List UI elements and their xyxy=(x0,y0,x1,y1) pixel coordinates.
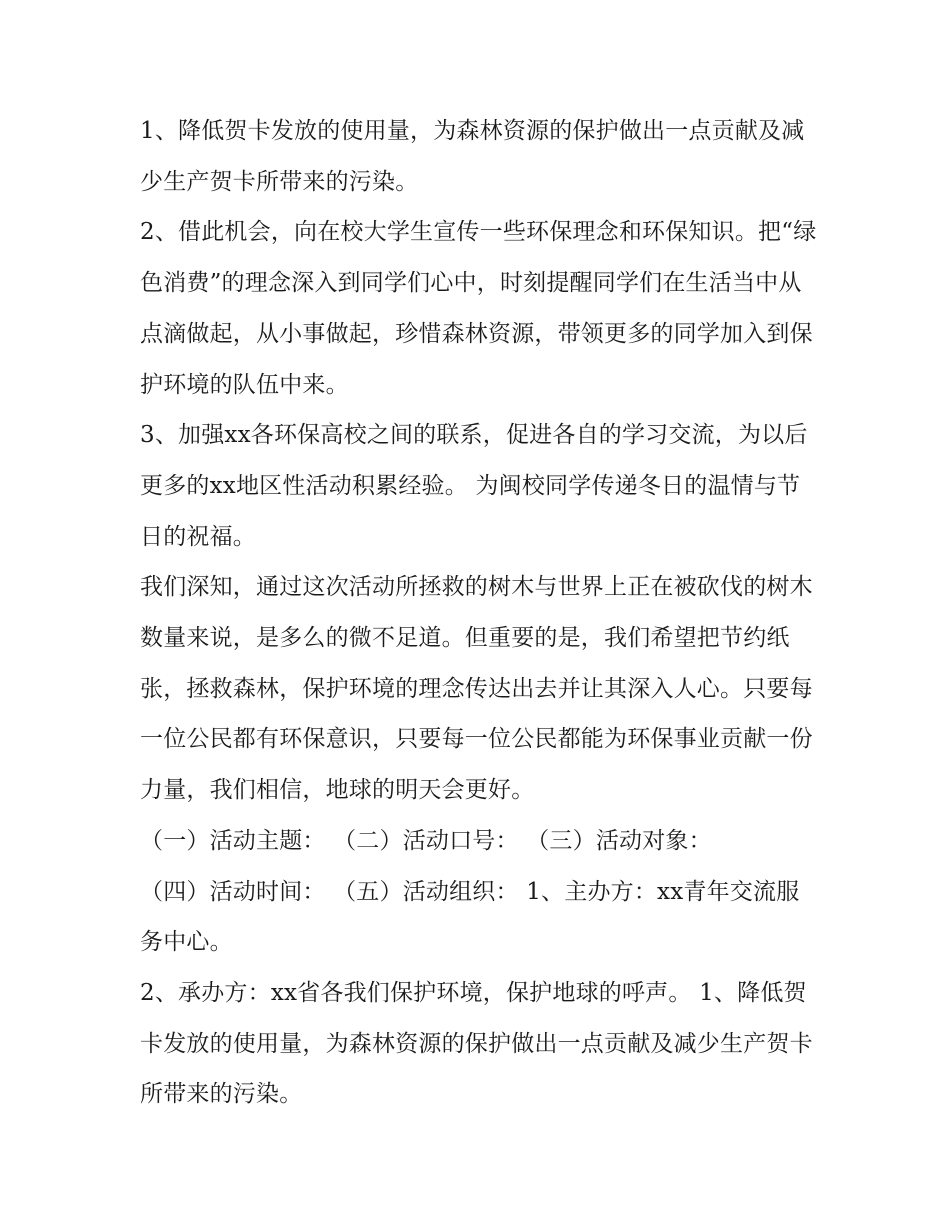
paragraph-goal-3: 3、加强xx各环保高校之间的联系，促进各自的学习交流，为以后更多的xx地区性活动积累经验。 为闽校同学传递冬日的温情与节日的祝福。 xyxy=(140,422,808,550)
paragraph-organizer: 2、承办方：xx省各我们保护环境，保护地球的呼声。 1、降低贺卡发放的使用量，为森林资源的保护做出一点贡献及减少生产贺卡所带来的污染。 xyxy=(140,979,813,1108)
paragraph-goal-2: 2、借此机会，向在校大学生宣传一些环保理念和环保知识。把“绿色消费”的理念深入到同学们心中，时刻提醒同学们在生活当中从点滴做起，从小事做起，珍惜森林资源，带领更多的同学加入到保护环境的队伍中来。 xyxy=(140,219,817,398)
paragraph-statement: 我们深知，通过这次活动所拯救的树木与世界上正在被砍伐的树木数量来说，是多么的微不足道。但重要的是，我们希望把节约纸张，拯救森林，保护环境的理念传达出去并让其深入人心。只要每一位公民都有环保意识，只要每一位公民都能为环保事业贡献一份力量，我们相信，地球的明天会更好。 xyxy=(140,574,813,804)
paragraph-sections-2: （四）活动时间： （五）活动组织： 1、主办方：xx青年交流服务中心。 xyxy=(140,878,800,956)
document-body xyxy=(140,106,820,1120)
paragraph-sections-1: （一）活动主题： （二）活动口号： （三）活动对象： xyxy=(140,827,712,854)
paragraph-goal-1: 1、降低贺卡发放的使用量，为森林资源的保护做出一点贡献及减少生产贺卡所带来的污染。 xyxy=(140,118,805,195)
